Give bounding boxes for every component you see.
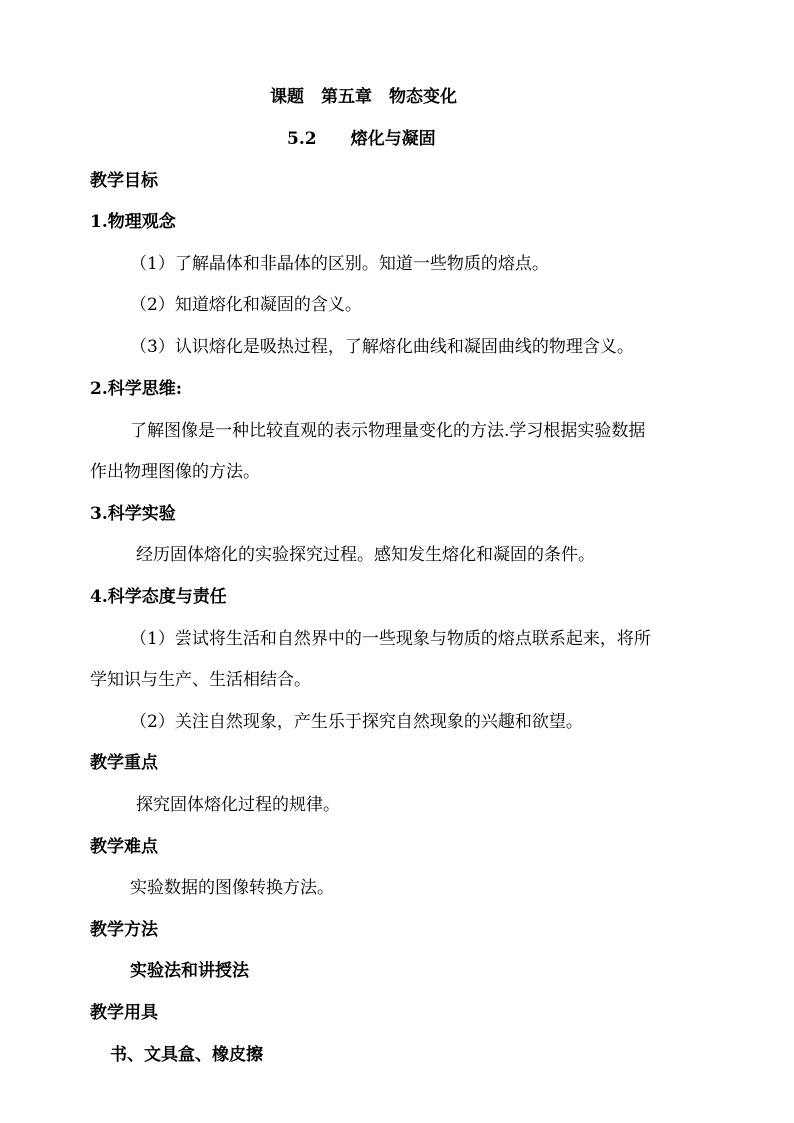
subheading-inquiry: 3.科学实验 [90,504,176,524]
concept-item-3: （3）认识熔化是吸热过程，了解熔化曲线和凝固曲线的物理含义。 [130,337,634,357]
concept-item-2: （2）知道熔化和凝固的含义。 [130,295,362,315]
document-subtitle: 5.2 熔化与凝固 [287,129,436,149]
section-heading-key-point: 教学重点 [90,753,158,773]
subheading-concept: 1.物理观念 [90,212,176,232]
document-title: 课题 第五章 物态变化 [270,87,457,107]
section-heading-method: 教学方法 [90,920,158,940]
method-text: 实验法和讲授法 [130,961,249,981]
difficulty-text: 实验数据的图像转换方法。 [130,878,334,898]
concept-item-1: （1）了解晶体和非晶体的区别。知道一些物质的熔点。 [130,254,549,274]
attitude-item-1-line-2: 学知识与生产、生活相结合。 [90,670,311,690]
key-point-text: 探究固体熔化过程的规律。 [136,795,340,815]
section-heading-objectives: 教学目标 [90,171,158,191]
attitude-item-2: （2）关注自然现象，产生乐于探究自然现象的兴趣和欲望。 [130,712,583,732]
thinking-text-line-1: 了解图像是一种比较直观的表示物理量变化的方法.学习根据实验数据 [130,421,646,441]
attitude-item-1-line-1: （1）尝试将生活和自然界中的一些现象与物质的熔点联系起来，将所 [130,629,651,649]
tools-text: 书、文具盒、橡皮擦 [110,1045,263,1065]
subheading-thinking: 2.科学思维: [90,379,183,399]
section-heading-tools: 教学用具 [90,1003,158,1023]
thinking-text-line-2: 作出物理图像的方法。 [90,462,260,482]
subheading-attitude: 4.科学态度与责任 [90,587,227,607]
inquiry-text: 经历固体熔化的实验探究过程。感知发生熔化和凝固的条件。 [136,545,595,565]
section-heading-difficulty: 教学难点 [90,837,158,857]
